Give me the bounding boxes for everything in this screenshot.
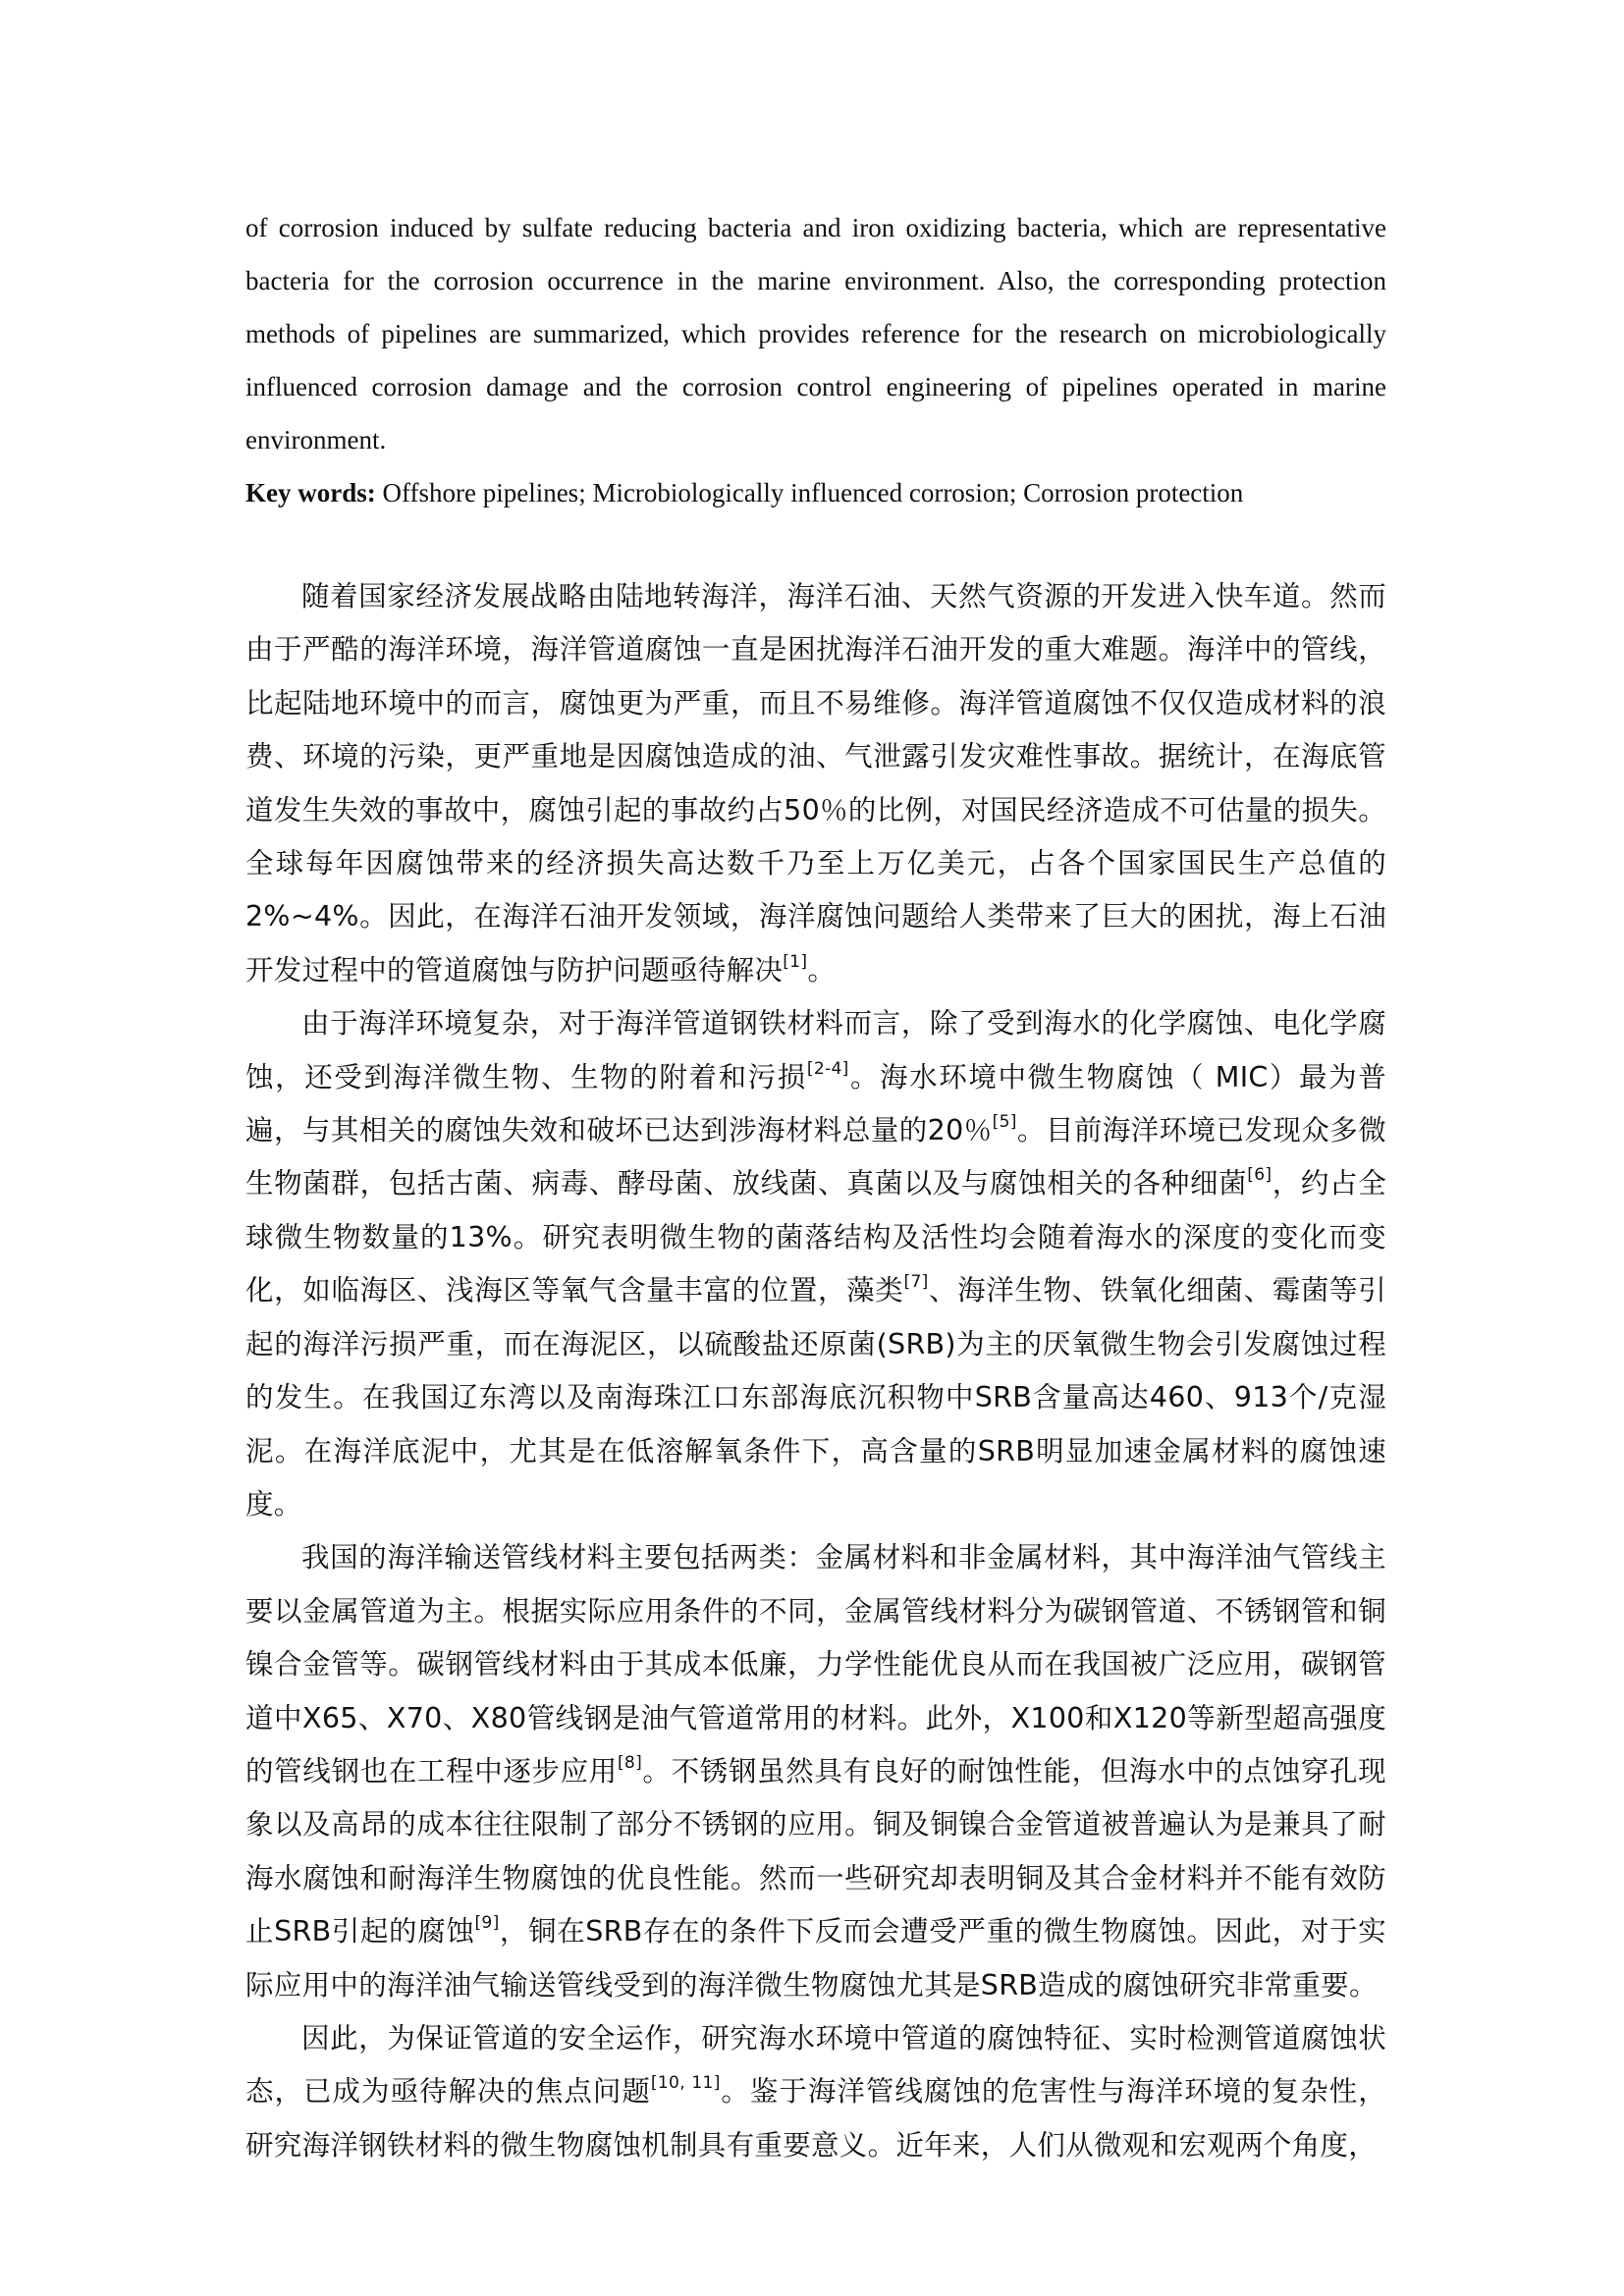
p4-text-a: 因此，为保证管道的安全运作，研究海水环境中管道的腐蚀特征、实时检测管道腐蚀状态，已成为亟待解决的焦点问题 [245,2021,1386,2109]
p3-text-a: 我国的海洋输送管线材料主要包括两类：金属材料和非金属材料，其中海洋油气管线主要以金属管道为主。根据实际应用条件的不同，金属管线材料分为碳钢管道、不锈钢管和铜镍合金管等。碳钢管线材料由于其成本低廉，力学性能优良从而在我国被广泛应用，碳钢管道中X65、X70、X80管线钢是油气管道常用的材料。此外，X100和X120等新型超高强度的管线钢也在工程中逐步应用 [245,1541,1386,1788]
keywords-label: Key words: [245,478,376,507]
p3-text-c: ，铜在SRB存在的条件下反而会遭受严重的微生物腐蚀。因此，对于实际应用中的海洋油气输送管线受到的海洋微生物腐蚀尤其是SRB造成的腐蚀研究非常重要。 [245,1915,1386,2002]
citation-5: [5] [992,1112,1017,1133]
keywords-line [245,466,1386,519]
p1-text-a: 随着国家经济发展战略由陆地转海洋，海洋石油、天然气资源的开发进入快车道。然而由于严酷的海洋环境，海洋管道腐蚀一直是困扰海洋石油开发的重大难题。海洋中的管线，比起陆地环境中的而言，腐蚀更为严重，而且不易维修。海洋管道腐蚀不仅仅造成材料的浪费、环境的污染，更严重地是因腐蚀造成的油、气泄露引发灾难性事故。据统计，在海底管道发生失效的事故中，腐蚀引起的事故约占50％的比例，对国民经济造成不可估量的损失。全球每年因腐蚀带来的经济损失高达数千乃至上万亿美元，占各个国家国民生产总值的2%~4%。因此，在海洋石油开发领域，海洋腐蚀问题给人类带来了巨大的困扰，海上石油开发过程中的管道腐蚀与防护问题亟待解决 [245,580,1386,987]
paragraph-2 [245,997,1386,1531]
p2-text-a: 由于海洋环境复杂，对于海洋管道钢铁材料而言，除了受到海水的化学腐蚀、电化学腐蚀，还受到海洋微生物、生物的附着和污损 [245,1007,1386,1094]
citation-7: [7] [903,1272,929,1293]
p2-text-e: 、海洋生物、铁氧化细菌、霉菌等引起的海洋污损严重，而在海泥区，以硫酸盐还原菌(SRB)为主的厌氧微生物会引发腐蚀过程的发生。在我国辽东湾以及南海珠江口东部海底沉积物中SRB含量高达460、913个/克湿泥。在海洋底泥中，尤其是在低溶解氧条件下，高含量的SRB明显加速金属材料的腐蚀速度。 [245,1274,1386,1521]
citation-2-4: [2-4] [806,1058,849,1079]
p2-text-d: ，约占全球微生物数量的13%。研究表明微生物的菌落结构及活性均会随着海水的深度的变化而变化，如临海区、浅海区等氧气含量丰富的位置，藻类 [245,1167,1386,1308]
p1-text-b: 。 [807,953,837,987]
p4-text-b: 。鉴于海洋管线腐蚀的危害性与海洋环境的复杂性，研究海洋钢铁材料的微生物腐蚀机制具有重要意义。近年来，人们从微观和宏观两个角度， [245,2075,1387,2162]
citation-1: [1] [783,952,808,973]
citation-6: [6] [1247,1165,1272,1186]
paragraph-3 [245,1531,1386,2012]
p3-text-b: 。不锈钢虽然具有良好的耐蚀性能，但海水中的点蚀穿孔现象以及高昂的成本往往限制了部分不锈钢的应用。铜及铜镍合金管道被普遍认为是兼具了耐海水腐蚀和耐海洋生物腐蚀的优良性能。然而一些研究却表明铜及其合金材料并不能有效防止SRB引起的腐蚀 [245,1754,1386,1949]
page-body [245,201,1386,2172]
abstract-tail: of corrosion induced by sulfate reducing bacteria and iron oxidizing bacteria, which are representative bacteria for the corrosion occurrence in the marine environment. Also, the corresponding protection methods of pipelines are summarized, which provides reference for the research on microbiologically influenced corrosion damage and the corrosion control engineering of pipelines operated in marine environment. [245,213,1386,454]
citation-9: [9] [474,1913,500,1934]
p2-text-c: 。目前海洋环境已发现众多微生物菌群，包括古菌、病毒、酵母菌、放线菌、真菌以及与腐蚀相关的各种细菌 [245,1114,1387,1201]
citation-8: [8] [617,1753,643,1774]
paragraph-4 [245,2012,1386,2172]
keywords-text: Offshore pipelines; Microbiologically influenced corrosion; Corrosion protection [375,478,1244,507]
p2-text-b: 。海水环境中微生物腐蚀（ MIC）最为普遍，与其相关的腐蚀失效和破坏已达到涉海材料总量的20％ [245,1060,1386,1148]
citation-10-11: [10, 11] [650,2073,721,2094]
paragraph-1 [245,570,1386,997]
